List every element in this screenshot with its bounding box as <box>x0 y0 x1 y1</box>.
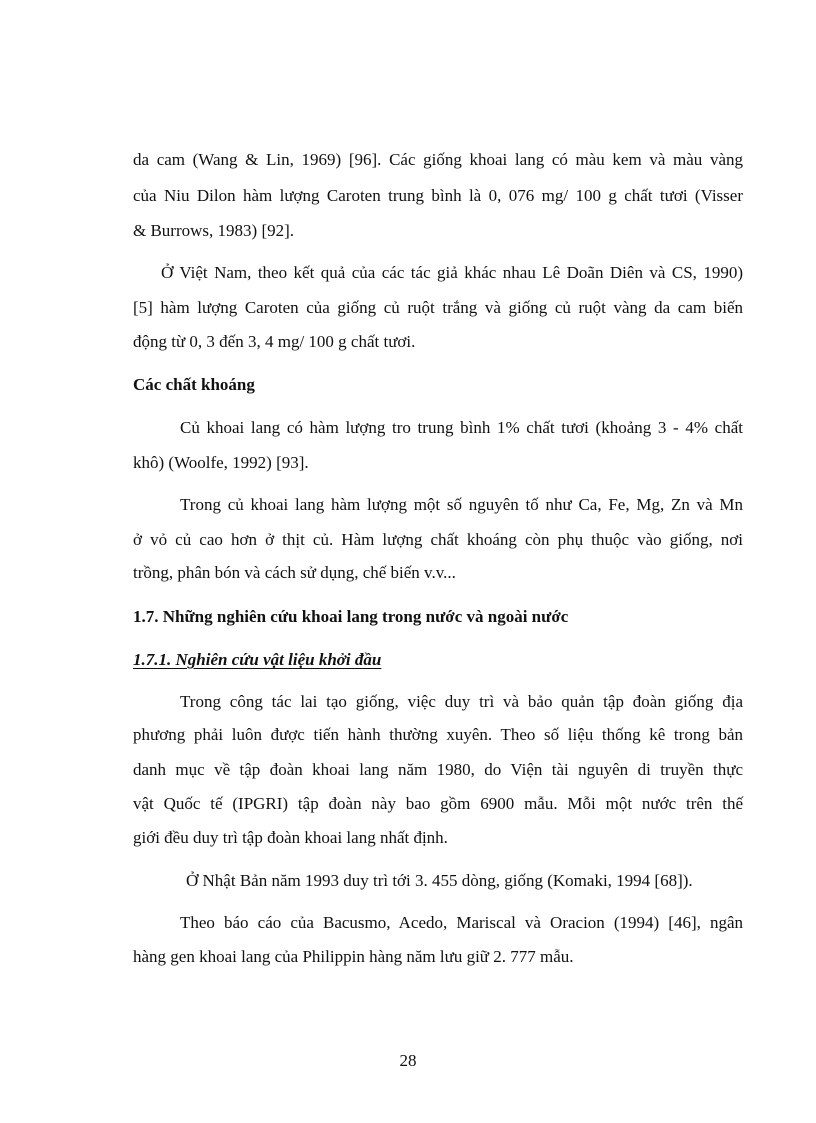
text-line: danh mục về tập đoàn khoai lang năm 1980, do Viện tài nguyên di truyền thực <box>133 760 743 779</box>
page-number: 28 <box>399 1051 417 1070</box>
text-line: động từ 0, 3 đến 3, 4 mg/ 100 g chất tươi. <box>133 332 416 351</box>
text-line: Ở Việt Nam, theo kết quả của các tác giả khác nhau Lê Doãn Diên và CS, 1990) <box>161 263 743 282</box>
text-line: Trong củ khoai lang hàm lượng một số nguyên tố như Ca, Fe, Mg, Zn và Mn <box>180 495 743 514</box>
text-line: giới đều duy trì tập đoàn khoai lang nhất định. <box>133 828 448 847</box>
section-heading-minerals: Các chất khoáng <box>133 375 255 394</box>
text-line: phương phải luôn được tiến hành thường xuyên. Theo số liệu thống kê trong bản <box>133 725 743 744</box>
text-line: Ở Nhật Bản năm 1993 duy trì tới 3. 455 dòng, giống (Komaki, 1994 [68]). <box>186 871 693 890</box>
text-line: hàng gen khoai lang của Philippin hàng năm lưu giữ 2. 777 mẫu. <box>133 947 574 966</box>
section-heading-1-7-1: 1.7.1. Nghiên cứu vật liệu khởi đầu <box>133 650 382 669</box>
text-line: trồng, phân bón và cách sử dụng, chế biến v.v... <box>133 563 456 582</box>
text-line: của Niu Dilon hàm lượng Caroten trung bình là 0, 076 mg/ 100 g chất tươi (Visser <box>133 186 743 205</box>
text-line: da cam (Wang & Lin, 1969) [96]. Các giống khoai lang có màu kem và màu vàng <box>133 150 743 169</box>
text-line: [5] hàm lượng Caroten của giống củ ruột trắng và giống củ ruột vàng da cam biến <box>133 298 743 317</box>
section-heading-1-7: 1.7. Những nghiên cứu khoai lang trong nước và ngoài nước <box>133 607 569 626</box>
text-line: Theo báo cáo của Bacusmo, Acedo, Mariscal và Oracion (1994) [46], ngân <box>180 913 743 932</box>
text-line: vật Quốc tế (IPGRI) tập đoàn này bao gồm 6900 mẫu. Mỗi một nước trên thế <box>133 794 743 813</box>
text-line: Củ khoai lang có hàm lượng tro trung bình 1% chất tươi (khoảng 3 - 4% chất <box>180 418 743 437</box>
text-line: Trong công tác lai tạo giống, việc duy trì và bảo quản tập đoàn giống địa <box>180 692 743 711</box>
text-line: ở vỏ củ cao hơn ở thịt củ. Hàm lượng chất khoáng còn phụ thuộc vào giống, nơi <box>133 530 743 549</box>
text-line: khô) (Woolfe, 1992) [93]. <box>133 453 309 472</box>
text-line: & Burrows, 1983) [92]. <box>133 221 295 240</box>
